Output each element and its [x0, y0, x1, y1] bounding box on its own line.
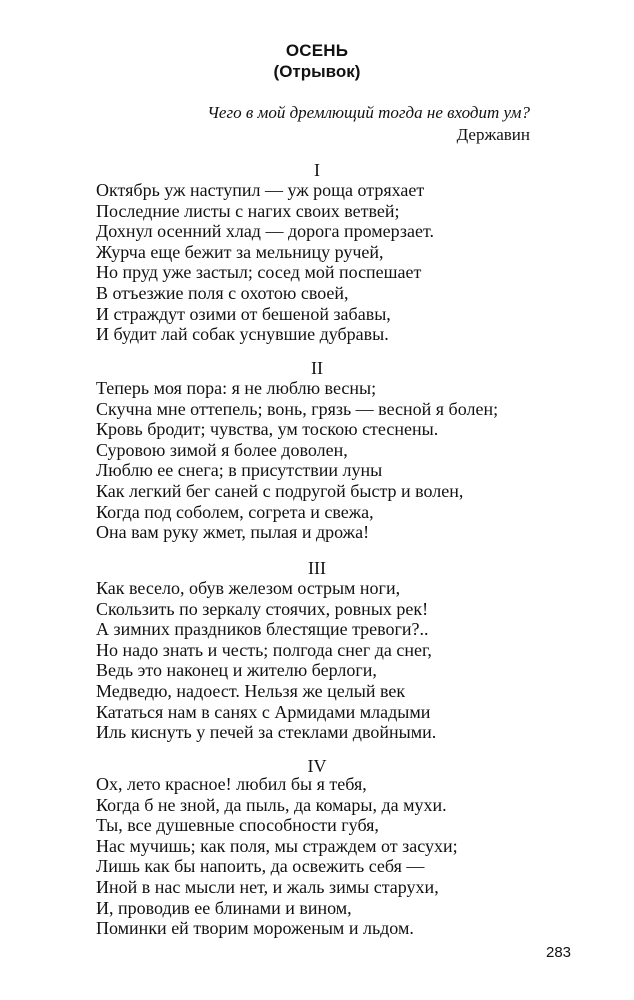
verse-line: Лишь как бы напоить, да освежить себя —	[96, 856, 425, 877]
stanza-1	[96, 180, 546, 345]
verse-line: В отъезжие поля с охотою своей,	[96, 282, 349, 303]
stanza-4	[96, 774, 546, 939]
verse-line: Ты, все душевные способности губя,	[96, 815, 379, 836]
stanza-number-4: IV	[307, 756, 327, 776]
verse-line: Суровою зимой я более доволен,	[96, 439, 348, 460]
page-number: 283	[546, 944, 572, 961]
epigraph-author: Державин	[456, 125, 530, 144]
verse-line: Иной в нас мысли нет, и жаль зимы старухи,	[96, 876, 439, 897]
stanza-3	[96, 578, 546, 743]
verse-line: А зимних праздников блестящие тревоги?..	[96, 619, 429, 640]
verse-line: Журча еще бежит за мельницу ручей,	[96, 241, 384, 262]
verse-line: Как легкий бег саней с подругой быстр и волен,	[96, 480, 464, 501]
poem-title: ОСЕНЬ	[285, 41, 349, 60]
verse-line: Нас мучишь; как поля, мы страждем от засухи;	[96, 835, 458, 856]
verse-line: Когда б не зной, да пыль, да комары, да мухи.	[96, 794, 447, 815]
poem-subtitle: (Отрывок)	[273, 62, 361, 81]
verse-line: Но надо знать и честь; полгода снег да снег,	[96, 639, 432, 660]
verse-line: Люблю ее снега; в присутствии луны	[96, 460, 383, 481]
verse-line: Ведь это наконец и жителю берлоги,	[96, 660, 377, 681]
epigraph-text: Чего в мой дремлющий тогда не входит ум?	[207, 103, 530, 122]
verse-line: Дохнул осенний хлад — дорога промерзает.	[96, 221, 434, 242]
verse-line: Иль киснуть у печей за стеклами двойными.	[96, 722, 437, 743]
verse-line: Поминки ей творим мороженым и льдом.	[96, 918, 414, 939]
verse-line: Кровь бродит; чувства, ум тоскою стеснены.	[96, 419, 439, 440]
verse-line: Скользить по зеркалу стоячих, ровных рек!	[96, 598, 429, 619]
verse-line: И страждут озими от бешеной забавы,	[96, 303, 391, 324]
stanza-2	[96, 378, 546, 543]
verse-line: Как весело, обув железом острым ноги,	[96, 578, 401, 598]
verse-line: Она вам руку жмет, пылая и дрожа!	[96, 522, 370, 543]
verse-line: И будит лай собак уснувшие дубравы.	[96, 324, 389, 345]
stanza-number-1: I	[314, 160, 320, 180]
verse-line: Когда под соболем, согрета и свежа,	[96, 501, 374, 522]
verse-line: Кататься нам в санях с Армидами младыми	[96, 701, 431, 722]
verse-line: Теперь моя пора: я не люблю весны;	[96, 378, 377, 398]
verse-line: Медведю, надоест. Нельзя же целый век	[96, 680, 406, 701]
verse-line: Октябрь уж наступил — уж роща отряхает	[96, 180, 425, 200]
verse-line: И, проводив ее блинами и вином,	[96, 897, 352, 918]
stanza-number-3: III	[308, 558, 326, 578]
verse-line: Ох, лето красное! любил бы я тебя,	[96, 774, 367, 794]
verse-line: Но пруд уже застыл; сосед мой поспешает	[96, 262, 422, 283]
verse-line: Последние листы с нагих своих ветвей;	[96, 200, 400, 221]
verse-line: Скучна мне оттепель; вонь, грязь — весной я болен;	[96, 398, 499, 419]
epigraph	[100, 102, 530, 146]
stanza-number-2: II	[311, 358, 323, 378]
